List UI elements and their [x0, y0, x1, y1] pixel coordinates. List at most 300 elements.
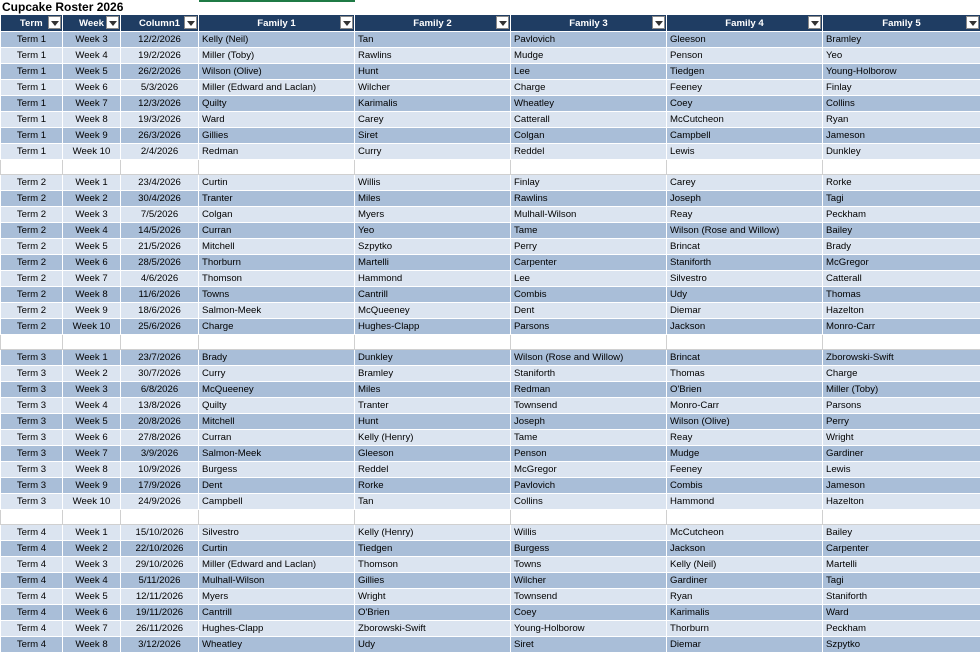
- cell-week[interactable]: Week 1: [63, 350, 121, 366]
- cell-family-3[interactable]: Collins: [511, 494, 667, 510]
- cell-family-5[interactable]: Carpenter: [823, 541, 980, 557]
- cell-family-4[interactable]: Diemar: [667, 637, 823, 653]
- cell-family-5[interactable]: Tagi: [823, 191, 980, 207]
- cell-week[interactable]: Week 8: [63, 112, 121, 128]
- cell-family-5[interactable]: Martelli: [823, 557, 980, 573]
- cell-column1[interactable]: 25/6/2026: [121, 319, 199, 335]
- cell-column1[interactable]: 26/11/2026: [121, 621, 199, 637]
- cell-week[interactable]: Week 4: [63, 398, 121, 414]
- header-term[interactable]: [1, 15, 63, 32]
- cell-week[interactable]: Week 6: [63, 605, 121, 621]
- cell-week[interactable]: Week 6: [63, 255, 121, 271]
- cell-column1[interactable]: 28/5/2026: [121, 255, 199, 271]
- cell-column1[interactable]: 15/10/2026: [121, 525, 199, 541]
- cell-week[interactable]: Week 4: [63, 48, 121, 64]
- cell-family-1[interactable]: Brady: [199, 350, 355, 366]
- cell-family-1[interactable]: Colgan: [199, 207, 355, 223]
- cell-family-4[interactable]: Diemar: [667, 303, 823, 319]
- header-family-3[interactable]: [511, 15, 667, 32]
- cell-column1[interactable]: 19/2/2026: [121, 48, 199, 64]
- cell-family-5[interactable]: Brady: [823, 239, 980, 255]
- cell-column1[interactable]: 5/11/2026: [121, 573, 199, 589]
- cell-family-3[interactable]: Penson: [511, 446, 667, 462]
- cell-week[interactable]: Week 7: [63, 271, 121, 287]
- cell-family-4[interactable]: Monro-Carr: [667, 398, 823, 414]
- cell-family-1[interactable]: Myers: [199, 589, 355, 605]
- cell-week[interactable]: Week 10: [63, 144, 121, 160]
- cell-family-3[interactable]: Colgan: [511, 128, 667, 144]
- cell-term[interactable]: Term 2: [1, 191, 63, 207]
- cell-family-4[interactable]: McCutcheon: [667, 525, 823, 541]
- cell-family-1[interactable]: Hughes-Clapp: [199, 621, 355, 637]
- cell-week[interactable]: Week 3: [63, 557, 121, 573]
- cell-family-1[interactable]: Cantrill: [199, 605, 355, 621]
- cell-family-1[interactable]: Burgess: [199, 462, 355, 478]
- cell-family-1[interactable]: Mulhall-Wilson: [199, 573, 355, 589]
- cell-family-2[interactable]: Gillies: [355, 573, 511, 589]
- cell-family-4[interactable]: Udy: [667, 287, 823, 303]
- cell-family-4[interactable]: Tiedgen: [667, 64, 823, 80]
- cell-term[interactable]: Term 2: [1, 319, 63, 335]
- filter-dropdown-icon[interactable]: [184, 16, 197, 29]
- cell-term[interactable]: Term 2: [1, 239, 63, 255]
- cell-family-2[interactable]: Myers: [355, 207, 511, 223]
- cell-family-2[interactable]: Tan: [355, 494, 511, 510]
- cell-column1[interactable]: [121, 510, 199, 525]
- cell-family-5[interactable]: Ryan: [823, 112, 980, 128]
- filter-dropdown-icon[interactable]: [808, 16, 821, 29]
- cell-family-2[interactable]: [355, 510, 511, 525]
- cell-family-5[interactable]: Catterall: [823, 271, 980, 287]
- cell-family-2[interactable]: Zborowski-Swift: [355, 621, 511, 637]
- cell-family-1[interactable]: Curry: [199, 366, 355, 382]
- cell-family-1[interactable]: Miller (Edward and Laclan): [199, 557, 355, 573]
- filter-dropdown-icon[interactable]: [652, 16, 665, 29]
- cell-term[interactable]: Term 3: [1, 462, 63, 478]
- cell-term[interactable]: Term 2: [1, 303, 63, 319]
- cell-week[interactable]: Week 9: [63, 128, 121, 144]
- cell-family-2[interactable]: Tan: [355, 32, 511, 48]
- cell-family-1[interactable]: Tranter: [199, 191, 355, 207]
- cell-family-4[interactable]: [667, 160, 823, 175]
- cell-family-5[interactable]: Rorke: [823, 175, 980, 191]
- cell-family-4[interactable]: Penson: [667, 48, 823, 64]
- header-week[interactable]: [63, 15, 121, 32]
- cell-column1[interactable]: [121, 335, 199, 350]
- cell-week[interactable]: Week 6: [63, 80, 121, 96]
- cell-column1[interactable]: 30/4/2026: [121, 191, 199, 207]
- cell-family-3[interactable]: Burgess: [511, 541, 667, 557]
- header-family-2[interactable]: [355, 15, 511, 32]
- cell-family-3[interactable]: Combis: [511, 287, 667, 303]
- cell-week[interactable]: Week 5: [63, 414, 121, 430]
- cell-family-3[interactable]: Siret: [511, 637, 667, 653]
- cell-family-3[interactable]: Wheatley: [511, 96, 667, 112]
- cell-term[interactable]: Term 2: [1, 287, 63, 303]
- cell-family-5[interactable]: Monro-Carr: [823, 319, 980, 335]
- cell-week[interactable]: Week 8: [63, 462, 121, 478]
- cell-family-3[interactable]: Wilson (Rose and Willow): [511, 350, 667, 366]
- cell-family-4[interactable]: Staniforth: [667, 255, 823, 271]
- cell-term[interactable]: Term 1: [1, 128, 63, 144]
- cell-family-5[interactable]: Yeo: [823, 48, 980, 64]
- cell-term[interactable]: [1, 335, 63, 350]
- cell-term[interactable]: Term 3: [1, 398, 63, 414]
- cell-family-4[interactable]: McCutcheon: [667, 112, 823, 128]
- cell-family-5[interactable]: Peckham: [823, 621, 980, 637]
- cell-column1[interactable]: [121, 160, 199, 175]
- cell-term[interactable]: [1, 510, 63, 525]
- cell-family-3[interactable]: McGregor: [511, 462, 667, 478]
- cell-term[interactable]: Term 2: [1, 175, 63, 191]
- cell-family-1[interactable]: Quilty: [199, 96, 355, 112]
- cell-column1[interactable]: 12/2/2026: [121, 32, 199, 48]
- cell-family-5[interactable]: Szpytko: [823, 637, 980, 653]
- cell-term[interactable]: Term 2: [1, 271, 63, 287]
- cell-week[interactable]: [63, 510, 121, 525]
- cell-family-4[interactable]: [667, 510, 823, 525]
- cell-family-4[interactable]: Kelly (Neil): [667, 557, 823, 573]
- cell-column1[interactable]: 18/6/2026: [121, 303, 199, 319]
- cell-week[interactable]: Week 3: [63, 207, 121, 223]
- cell-family-2[interactable]: Szpytko: [355, 239, 511, 255]
- cell-column1[interactable]: 23/4/2026: [121, 175, 199, 191]
- cell-family-5[interactable]: Zborowski-Swift: [823, 350, 980, 366]
- header-family-4[interactable]: [667, 15, 823, 32]
- cell-family-3[interactable]: Carpenter: [511, 255, 667, 271]
- cell-family-3[interactable]: Mulhall-Wilson: [511, 207, 667, 223]
- cell-week[interactable]: Week 8: [63, 287, 121, 303]
- cell-family-1[interactable]: [199, 160, 355, 175]
- cell-family-4[interactable]: Thomas: [667, 366, 823, 382]
- cell-family-2[interactable]: Kelly (Henry): [355, 430, 511, 446]
- cell-family-5[interactable]: Hazelton: [823, 494, 980, 510]
- cell-week[interactable]: Week 5: [63, 589, 121, 605]
- cell-family-3[interactable]: Mudge: [511, 48, 667, 64]
- cell-family-2[interactable]: Wilcher: [355, 80, 511, 96]
- cell-family-1[interactable]: Mitchell: [199, 414, 355, 430]
- cell-term[interactable]: Term 1: [1, 64, 63, 80]
- cell-family-5[interactable]: Perry: [823, 414, 980, 430]
- cell-family-1[interactable]: Curtin: [199, 175, 355, 191]
- cell-family-1[interactable]: McQueeney: [199, 382, 355, 398]
- cell-week[interactable]: [63, 335, 121, 350]
- cell-column1[interactable]: 3/9/2026: [121, 446, 199, 462]
- cell-family-3[interactable]: Perry: [511, 239, 667, 255]
- cell-family-4[interactable]: Carey: [667, 175, 823, 191]
- cell-column1[interactable]: 26/2/2026: [121, 64, 199, 80]
- cell-family-3[interactable]: [511, 335, 667, 350]
- cell-term[interactable]: Term 3: [1, 430, 63, 446]
- header-column1[interactable]: [121, 15, 199, 32]
- cell-family-4[interactable]: Campbell: [667, 128, 823, 144]
- filter-dropdown-icon[interactable]: [966, 16, 979, 29]
- cell-week[interactable]: [63, 160, 121, 175]
- cell-family-5[interactable]: Bailey: [823, 223, 980, 239]
- cell-family-3[interactable]: Finlay: [511, 175, 667, 191]
- cell-family-5[interactable]: Thomas: [823, 287, 980, 303]
- cell-column1[interactable]: 12/11/2026: [121, 589, 199, 605]
- cell-family-3[interactable]: Staniforth: [511, 366, 667, 382]
- cell-family-2[interactable]: Hammond: [355, 271, 511, 287]
- cell-family-2[interactable]: Tiedgen: [355, 541, 511, 557]
- cell-family-1[interactable]: [199, 335, 355, 350]
- cell-family-3[interactable]: Towns: [511, 557, 667, 573]
- cell-family-2[interactable]: Yeo: [355, 223, 511, 239]
- cell-term[interactable]: Term 4: [1, 637, 63, 653]
- cell-term[interactable]: Term 3: [1, 350, 63, 366]
- cell-family-4[interactable]: Lewis: [667, 144, 823, 160]
- cell-term[interactable]: Term 4: [1, 573, 63, 589]
- cell-family-1[interactable]: Wheatley: [199, 637, 355, 653]
- cell-family-4[interactable]: Karimalis: [667, 605, 823, 621]
- cell-column1[interactable]: 6/8/2026: [121, 382, 199, 398]
- cell-family-4[interactable]: Mudge: [667, 446, 823, 462]
- cell-family-3[interactable]: Joseph: [511, 414, 667, 430]
- filter-dropdown-icon[interactable]: [340, 16, 353, 29]
- cell-family-1[interactable]: Kelly (Neil): [199, 32, 355, 48]
- cell-family-1[interactable]: Gillies: [199, 128, 355, 144]
- cell-week[interactable]: Week 2: [63, 541, 121, 557]
- cell-week[interactable]: Week 9: [63, 303, 121, 319]
- cell-family-5[interactable]: Tagi: [823, 573, 980, 589]
- cell-family-4[interactable]: Ryan: [667, 589, 823, 605]
- cell-family-2[interactable]: Siret: [355, 128, 511, 144]
- cell-family-3[interactable]: Catterall: [511, 112, 667, 128]
- cell-family-1[interactable]: Thorburn: [199, 255, 355, 271]
- cell-family-3[interactable]: Redman: [511, 382, 667, 398]
- header-family-1[interactable]: [199, 15, 355, 32]
- cell-family-3[interactable]: Lee: [511, 271, 667, 287]
- cell-week[interactable]: Week 3: [63, 32, 121, 48]
- cell-family-5[interactable]: Jameson: [823, 478, 980, 494]
- cell-family-4[interactable]: Silvestro: [667, 271, 823, 287]
- cell-column1[interactable]: 20/8/2026: [121, 414, 199, 430]
- cell-column1[interactable]: 2/4/2026: [121, 144, 199, 160]
- cell-family-2[interactable]: Curry: [355, 144, 511, 160]
- cell-term[interactable]: Term 1: [1, 144, 63, 160]
- cell-term[interactable]: Term 4: [1, 557, 63, 573]
- cell-term[interactable]: Term 4: [1, 621, 63, 637]
- cell-family-3[interactable]: Pavlovich: [511, 32, 667, 48]
- cell-family-3[interactable]: Reddel: [511, 144, 667, 160]
- cell-week[interactable]: Week 9: [63, 478, 121, 494]
- cell-family-1[interactable]: Quilty: [199, 398, 355, 414]
- cell-family-5[interactable]: Jameson: [823, 128, 980, 144]
- cell-week[interactable]: Week 8: [63, 637, 121, 653]
- cell-family-5[interactable]: Collins: [823, 96, 980, 112]
- cell-term[interactable]: Term 3: [1, 478, 63, 494]
- cell-term[interactable]: Term 3: [1, 382, 63, 398]
- cell-week[interactable]: Week 1: [63, 525, 121, 541]
- cell-column1[interactable]: 19/3/2026: [121, 112, 199, 128]
- cell-family-4[interactable]: Wilson (Olive): [667, 414, 823, 430]
- cell-week[interactable]: Week 1: [63, 175, 121, 191]
- cell-family-1[interactable]: Campbell: [199, 494, 355, 510]
- cell-family-5[interactable]: Bramley: [823, 32, 980, 48]
- cell-week[interactable]: Week 2: [63, 366, 121, 382]
- cell-family-2[interactable]: [355, 335, 511, 350]
- cell-column1[interactable]: 7/5/2026: [121, 207, 199, 223]
- cell-column1[interactable]: 5/3/2026: [121, 80, 199, 96]
- cell-family-2[interactable]: Martelli: [355, 255, 511, 271]
- cell-week[interactable]: Week 5: [63, 239, 121, 255]
- cell-family-2[interactable]: Karimalis: [355, 96, 511, 112]
- cell-family-2[interactable]: Hunt: [355, 414, 511, 430]
- cell-column1[interactable]: 10/9/2026: [121, 462, 199, 478]
- cell-family-2[interactable]: Rorke: [355, 478, 511, 494]
- cell-family-4[interactable]: Joseph: [667, 191, 823, 207]
- cell-family-2[interactable]: Wright: [355, 589, 511, 605]
- cell-family-2[interactable]: Rawlins: [355, 48, 511, 64]
- cell-family-2[interactable]: McQueeney: [355, 303, 511, 319]
- cell-column1[interactable]: 29/10/2026: [121, 557, 199, 573]
- cell-family-2[interactable]: Hughes-Clapp: [355, 319, 511, 335]
- cell-family-5[interactable]: [823, 335, 980, 350]
- cell-week[interactable]: Week 7: [63, 96, 121, 112]
- cell-family-3[interactable]: Rawlins: [511, 191, 667, 207]
- cell-term[interactable]: Term 1: [1, 32, 63, 48]
- cell-family-4[interactable]: Gleeson: [667, 32, 823, 48]
- cell-family-2[interactable]: Gleeson: [355, 446, 511, 462]
- cell-family-5[interactable]: Gardiner: [823, 446, 980, 462]
- cell-family-2[interactable]: [355, 160, 511, 175]
- cell-family-2[interactable]: Miles: [355, 382, 511, 398]
- cell-column1[interactable]: 11/6/2026: [121, 287, 199, 303]
- cell-family-1[interactable]: Curtin: [199, 541, 355, 557]
- cell-family-1[interactable]: Curran: [199, 430, 355, 446]
- cell-family-2[interactable]: O'Brien: [355, 605, 511, 621]
- cell-family-5[interactable]: Lewis: [823, 462, 980, 478]
- cell-family-5[interactable]: Dunkley: [823, 144, 980, 160]
- cell-family-1[interactable]: Salmon-Meek: [199, 303, 355, 319]
- cell-family-4[interactable]: Brincat: [667, 350, 823, 366]
- cell-family-3[interactable]: [511, 160, 667, 175]
- cell-family-2[interactable]: Willis: [355, 175, 511, 191]
- cell-family-1[interactable]: Miller (Toby): [199, 48, 355, 64]
- cell-term[interactable]: Term 1: [1, 112, 63, 128]
- cell-family-1[interactable]: Towns: [199, 287, 355, 303]
- cell-column1[interactable]: 21/5/2026: [121, 239, 199, 255]
- cell-family-2[interactable]: Hunt: [355, 64, 511, 80]
- cell-family-4[interactable]: [667, 335, 823, 350]
- cell-family-1[interactable]: Wilson (Olive): [199, 64, 355, 80]
- cell-family-2[interactable]: Carey: [355, 112, 511, 128]
- cell-family-4[interactable]: Hammond: [667, 494, 823, 510]
- cell-family-1[interactable]: Salmon-Meek: [199, 446, 355, 462]
- cell-family-1[interactable]: Ward: [199, 112, 355, 128]
- cell-family-3[interactable]: Tame: [511, 430, 667, 446]
- cell-family-3[interactable]: Young-Holborow: [511, 621, 667, 637]
- cell-family-2[interactable]: Dunkley: [355, 350, 511, 366]
- cell-family-4[interactable]: Feeney: [667, 462, 823, 478]
- cell-family-2[interactable]: Tranter: [355, 398, 511, 414]
- cell-family-1[interactable]: Charge: [199, 319, 355, 335]
- cell-column1[interactable]: 3/12/2026: [121, 637, 199, 653]
- cell-family-3[interactable]: Willis: [511, 525, 667, 541]
- cell-family-5[interactable]: Finlay: [823, 80, 980, 96]
- cell-term[interactable]: Term 3: [1, 366, 63, 382]
- filter-dropdown-icon[interactable]: [48, 16, 61, 29]
- cell-family-2[interactable]: Miles: [355, 191, 511, 207]
- cell-term[interactable]: Term 4: [1, 589, 63, 605]
- cell-family-1[interactable]: Curran: [199, 223, 355, 239]
- cell-family-5[interactable]: Charge: [823, 366, 980, 382]
- cell-family-5[interactable]: Ward: [823, 605, 980, 621]
- cell-family-3[interactable]: Lee: [511, 64, 667, 80]
- cell-family-4[interactable]: Wilson (Rose and Willow): [667, 223, 823, 239]
- cell-family-2[interactable]: Cantrill: [355, 287, 511, 303]
- cell-family-3[interactable]: Townsend: [511, 589, 667, 605]
- cell-family-4[interactable]: Reay: [667, 207, 823, 223]
- cell-family-2[interactable]: Kelly (Henry): [355, 525, 511, 541]
- cell-term[interactable]: Term 1: [1, 80, 63, 96]
- cell-term[interactable]: Term 2: [1, 223, 63, 239]
- cell-family-1[interactable]: [199, 510, 355, 525]
- cell-family-4[interactable]: Jackson: [667, 319, 823, 335]
- cell-term[interactable]: Term 3: [1, 414, 63, 430]
- cell-family-1[interactable]: Redman: [199, 144, 355, 160]
- cell-family-5[interactable]: [823, 160, 980, 175]
- cell-week[interactable]: Week 4: [63, 223, 121, 239]
- cell-family-5[interactable]: McGregor: [823, 255, 980, 271]
- cell-week[interactable]: Week 2: [63, 191, 121, 207]
- cell-column1[interactable]: 4/6/2026: [121, 271, 199, 287]
- cell-term[interactable]: Term 1: [1, 96, 63, 112]
- cell-week[interactable]: Week 5: [63, 64, 121, 80]
- cell-family-5[interactable]: Miller (Toby): [823, 382, 980, 398]
- cell-family-5[interactable]: [823, 510, 980, 525]
- cell-family-5[interactable]: Bailey: [823, 525, 980, 541]
- cell-family-4[interactable]: Thorburn: [667, 621, 823, 637]
- cell-family-2[interactable]: Thomson: [355, 557, 511, 573]
- cell-column1[interactable]: 27/8/2026: [121, 430, 199, 446]
- cell-family-1[interactable]: Dent: [199, 478, 355, 494]
- cell-column1[interactable]: 22/10/2026: [121, 541, 199, 557]
- cell-term[interactable]: Term 4: [1, 605, 63, 621]
- sheet-title[interactable]: Cupcake Roster 2026: [2, 0, 124, 14]
- cell-family-4[interactable]: Feeney: [667, 80, 823, 96]
- cell-family-1[interactable]: Mitchell: [199, 239, 355, 255]
- filter-dropdown-icon[interactable]: [106, 16, 119, 29]
- cell-family-5[interactable]: Parsons: [823, 398, 980, 414]
- cell-column1[interactable]: 13/8/2026: [121, 398, 199, 414]
- cell-week[interactable]: Week 3: [63, 382, 121, 398]
- cell-family-4[interactable]: Jackson: [667, 541, 823, 557]
- filter-dropdown-icon[interactable]: [496, 16, 509, 29]
- cell-family-2[interactable]: Udy: [355, 637, 511, 653]
- cell-family-1[interactable]: Thomson: [199, 271, 355, 287]
- cell-family-3[interactable]: [511, 510, 667, 525]
- cell-column1[interactable]: 30/7/2026: [121, 366, 199, 382]
- cell-family-3[interactable]: Dent: [511, 303, 667, 319]
- cell-term[interactable]: Term 2: [1, 207, 63, 223]
- cell-term[interactable]: Term 4: [1, 541, 63, 557]
- cell-family-4[interactable]: Reay: [667, 430, 823, 446]
- cell-family-5[interactable]: Peckham: [823, 207, 980, 223]
- cell-family-3[interactable]: Parsons: [511, 319, 667, 335]
- cell-term[interactable]: Term 2: [1, 255, 63, 271]
- cell-family-3[interactable]: Wilcher: [511, 573, 667, 589]
- cell-family-2[interactable]: Bramley: [355, 366, 511, 382]
- cell-column1[interactable]: 24/9/2026: [121, 494, 199, 510]
- cell-column1[interactable]: 23/7/2026: [121, 350, 199, 366]
- cell-week[interactable]: Week 6: [63, 430, 121, 446]
- cell-family-5[interactable]: Young-Holborow: [823, 64, 980, 80]
- cell-family-3[interactable]: Pavlovich: [511, 478, 667, 494]
- cell-family-3[interactable]: Coey: [511, 605, 667, 621]
- cell-term[interactable]: Term 1: [1, 48, 63, 64]
